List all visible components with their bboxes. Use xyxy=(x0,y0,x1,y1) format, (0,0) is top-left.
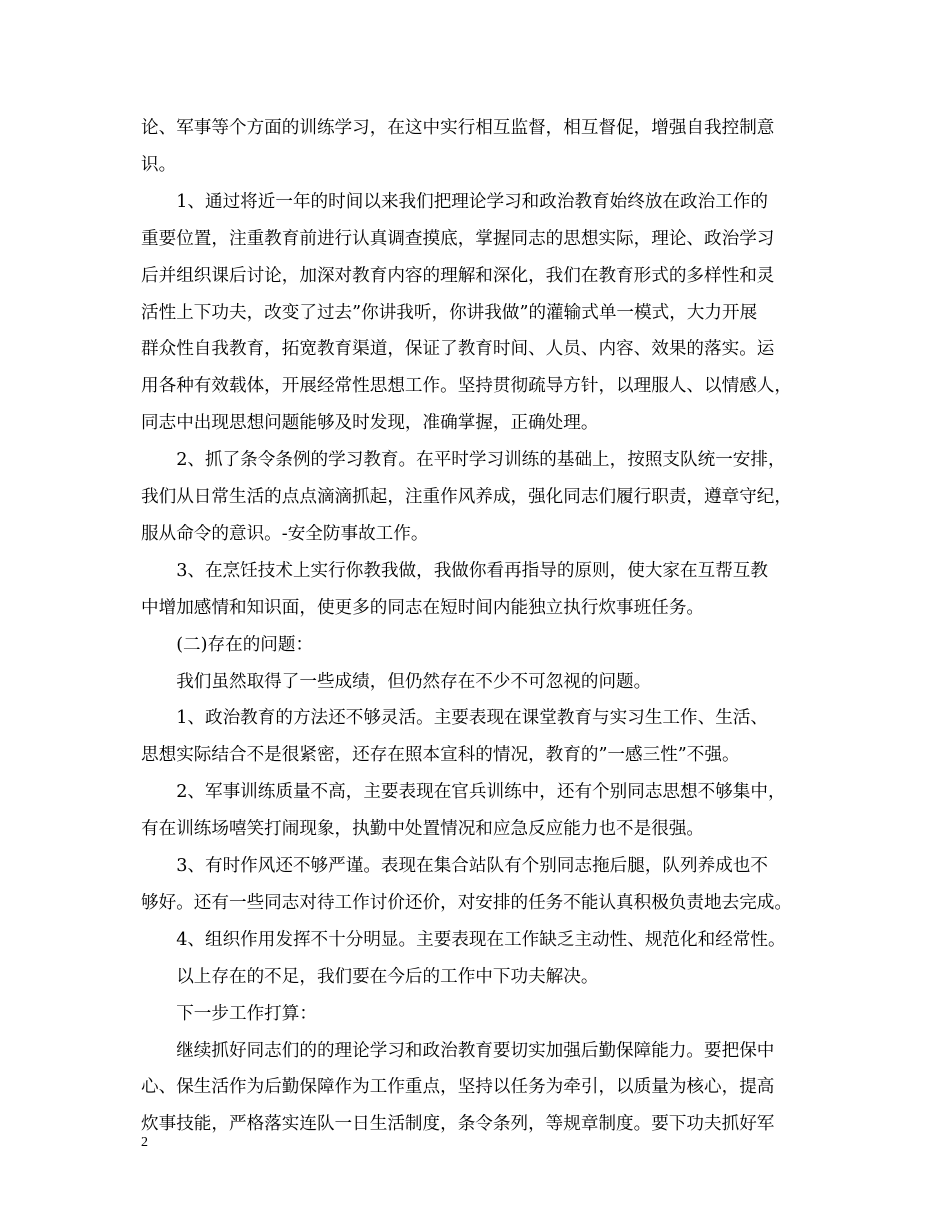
page-number: 2 xyxy=(141,1135,148,1150)
text-line: 服从命令的意识。-安全防事故工作。 xyxy=(141,523,429,544)
text-line: 够好。还有一些同志对待工作讨价还价，对安排的任务不能认真积极负责地去完成。 xyxy=(141,892,792,913)
text-line: 有在训练场嘻笑打闹现象，执勤中处置情况和应急反应能力也不是很强。 xyxy=(141,819,705,840)
text-line: 群众性自我教育，拓宽教育渠道，保证了教育时间、人员、内容、效果的落实。运 xyxy=(141,339,775,360)
text-line: 活性上下功夫，改变了过去”你讲我听，你讲我做”的灌输式单一模式，大力开展 xyxy=(141,302,758,323)
text-line: 1、政治教育的方法还不够灵活。主要表现在课堂教育与实习生工作、生活、 xyxy=(141,708,768,729)
text-line: 思想实际结合不是很紧密，还存在照本宣科的情况，教育的”一感三性”不强。 xyxy=(141,745,740,766)
text-line: 同志中出现思想问题能够及时发现，准确掌握，正确处理。 xyxy=(141,413,599,434)
text-line: 中增加感情和知识面，使更多的同志在短时间内能独立执行炊事班任务。 xyxy=(141,597,705,618)
text-line: 下一步工作打算： xyxy=(141,1003,317,1024)
text-line: 2、军事训练质量不高，主要表现在官兵训练中，还有个别同志思想不够集中， xyxy=(141,782,786,803)
text-line: 心、保生活作为后勤保障作为工作重点，坚持以任务为牵引，以质量为核心，提高 xyxy=(141,1077,775,1098)
text-line: 3、在烹饪技术上实行你教我做，我做你看再指导的原则，使大家在互帮互教 xyxy=(141,560,768,581)
text-line: 2、抓了条令条例的学习教育。在平时学习训练的基础上，按照支队统一安排， xyxy=(141,450,786,471)
text-line: 3、有时作风还不够严谨。表现在集合站队有个别同志拖后腿，队列养成也不 xyxy=(141,856,768,876)
text-line: 1、通过将近一年的时间以来我们把理论学习和政治教育始终放在政治工作的 xyxy=(141,191,768,212)
text-line: 以上存在的不足，我们要在今后的工作中下功夫解决。 xyxy=(141,966,599,987)
text-line: 4、组织作用发挥不十分明显。主要表现在工作缺乏主动性、规范化和经常性。 xyxy=(141,929,786,950)
text-line: (二)存在的问题： xyxy=(141,634,314,655)
text-line: 后并组织课后讨论，加深对教育内容的理解和深化，我们在教育形式的多样性和灵 xyxy=(141,265,775,286)
text-line: 论、军事等个方面的训练学习，在这中实行相互监督，相互督促，增强自我控制意 xyxy=(141,118,775,138)
text-line: 用各种有效载体，开展经常性思想工作。坚持贯彻疏导方针，以理服人、以情感人， xyxy=(141,376,792,397)
text-line: 继续抓好同志们的的理论学习和政治教育要切实加强后勤保障能力。要把保中 xyxy=(141,1040,775,1061)
text-line: 识。 xyxy=(141,154,177,175)
text-line: 我们从日常生活的点点滴滴抓起，注重作风养成，强化同志们履行职责，遵章守纪， xyxy=(141,487,792,507)
text-line: 我们虽然取得了一些成绩，但仍然存在不少不可忽视的问题。 xyxy=(141,671,652,692)
text-line: 炊事技能，严格落实连队一日生活制度，条令条列，等规章制度。要下功夫抓好军 xyxy=(141,1114,775,1135)
text-line: 重要位置，注重教育前进行认真调查摸底，掌握同志的思想实际，理论、政治学习 xyxy=(141,228,775,249)
